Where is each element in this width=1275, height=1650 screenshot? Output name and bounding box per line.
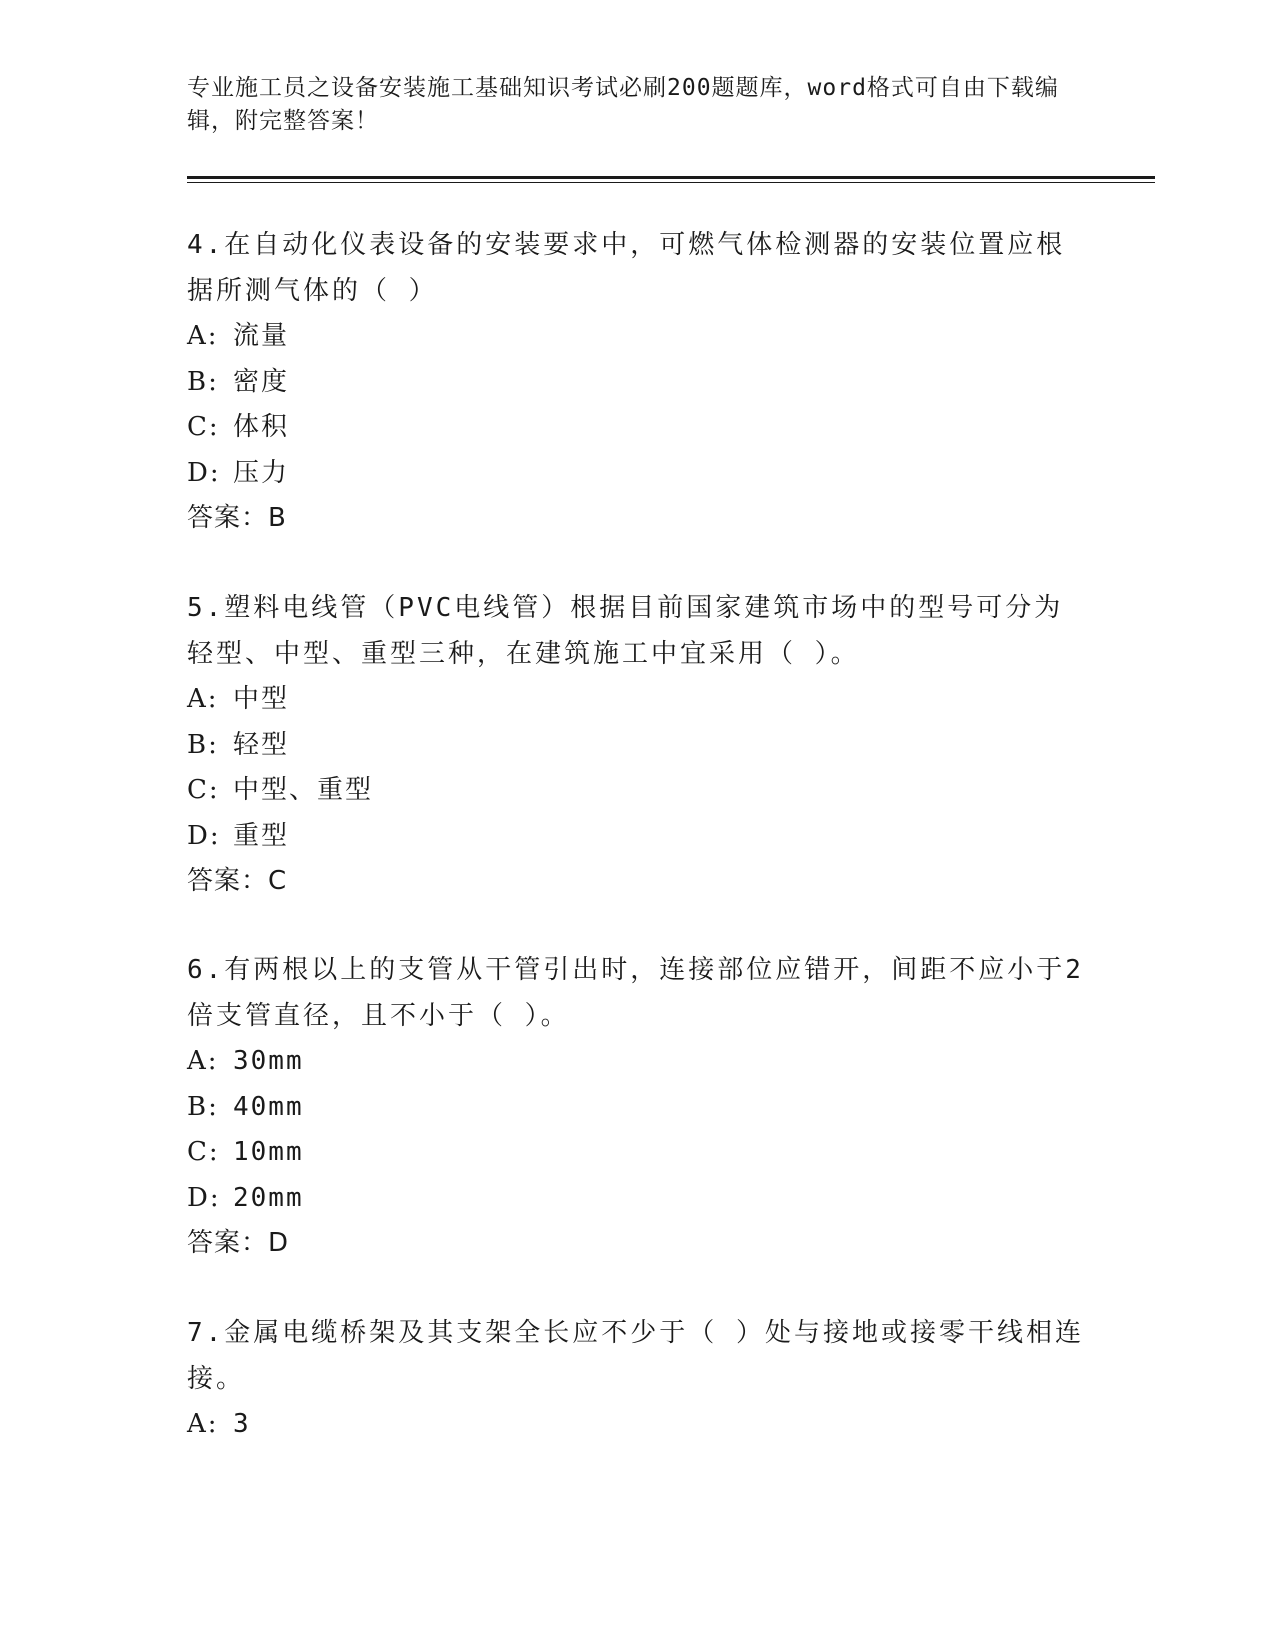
option-letter: D: <box>187 820 221 851</box>
option-letter: C: <box>187 1137 220 1167</box>
option-c <box>187 405 1087 451</box>
option-letter: B: <box>187 366 219 397</box>
option-text: 20mm <box>233 1182 304 1213</box>
option-d <box>187 814 1087 860</box>
option-text: 40mm <box>233 1091 304 1122</box>
answer-text: 答案：C <box>187 866 288 896</box>
option-letter: D: <box>187 1182 221 1213</box>
option-b <box>187 723 1087 769</box>
option-letter: A: <box>187 1046 219 1076</box>
option-d <box>187 451 1087 497</box>
option-b <box>187 1085 1087 1131</box>
option-c <box>187 1130 1087 1176</box>
option-letter: B: <box>187 1091 219 1122</box>
option-text: 重型 <box>233 820 290 851</box>
option-letter: C: <box>187 775 220 805</box>
option-a <box>187 1039 1087 1085</box>
option-a <box>187 1402 1087 1448</box>
question-7 <box>187 1310 1087 1448</box>
question-stem: 6.有两根以上的支管从干管引出时，连接部位应错开，间距不应小于2倍支管直径，且不小于（ ）。 <box>187 955 1084 1031</box>
question-5 <box>187 585 1087 905</box>
option-text: 轻型 <box>233 729 290 760</box>
option-text: 流量 <box>233 321 290 351</box>
option-text: 压力 <box>233 457 290 488</box>
option-letter: A: <box>187 684 219 714</box>
option-letter: B: <box>187 729 219 760</box>
option-text: 体积 <box>233 412 290 442</box>
option-c <box>187 768 1087 814</box>
option-letter: A: <box>187 1409 219 1439</box>
question-stem: 5.塑料电线管（PVC电线管）根据目前国家建筑市场中的型号可分为轻型、中型、重型三种，在建筑施工中宜采用（ ）。 <box>187 593 1064 669</box>
option-a <box>187 677 1087 723</box>
header-divider-thick <box>187 176 1155 179</box>
question-stem: 7.金属电缆桥架及其支架全长应不少于（ ）处与接地或接零干线相连接。 <box>187 1318 1084 1394</box>
option-letter: D: <box>187 457 221 488</box>
option-letter: A: <box>187 321 219 351</box>
option-text: 中型、重型 <box>233 775 374 805</box>
option-a <box>187 314 1087 360</box>
answer-text: 答案：B <box>187 503 287 533</box>
option-text: 30mm <box>233 1046 304 1076</box>
option-text: 10mm <box>233 1137 304 1167</box>
header-divider-thin <box>187 182 1155 183</box>
option-text: 密度 <box>233 366 290 397</box>
option-text: 中型 <box>233 684 290 714</box>
option-text: 3 <box>233 1409 251 1439</box>
document-header: 专业施工员之设备安装施工基础知识考试必刷200题题库，word格式可自由下载编辑，附完整答案！ <box>187 75 1059 134</box>
option-b <box>187 360 1087 406</box>
question-4 <box>187 222 1087 542</box>
answer-text: 答案：D <box>187 1228 290 1258</box>
question-6 <box>187 947 1087 1267</box>
option-letter: C: <box>187 412 220 442</box>
question-stem: 4.在自动化仪表设备的安装要求中，可燃气体检测器的安装位置应根据所测气体的（ ） <box>187 230 1066 306</box>
option-d <box>187 1176 1087 1222</box>
